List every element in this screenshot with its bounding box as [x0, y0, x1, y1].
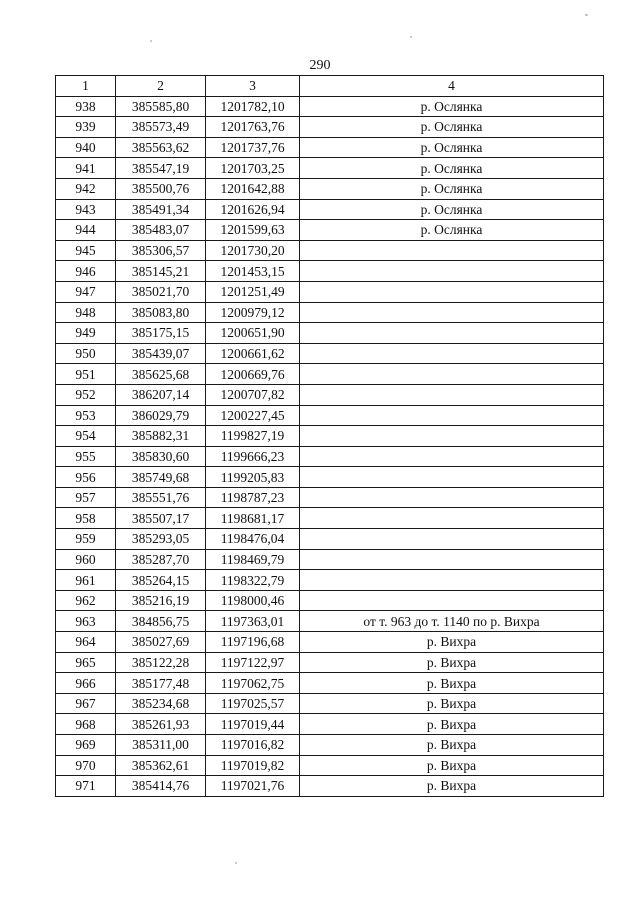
table-row — [56, 240, 604, 261]
cell-coordinate-y: 1201599,63 — [206, 220, 300, 241]
cell-coordinate-x: 385264,15 — [116, 570, 206, 591]
table-body — [56, 96, 604, 796]
cell-coordinate-x: 385547,19 — [116, 158, 206, 179]
column-header-3: 3 — [206, 76, 300, 97]
cell-point-number: 965 — [56, 652, 116, 673]
cell-coordinate-x: 385563,62 — [116, 137, 206, 158]
table-row — [56, 735, 604, 756]
table-row — [56, 508, 604, 529]
table-row — [56, 137, 604, 158]
cell-point-number: 946 — [56, 261, 116, 282]
cell-coordinate-x: 385261,93 — [116, 714, 206, 735]
cell-coordinate-y: 1201703,25 — [206, 158, 300, 179]
cell-coordinate-x: 385021,70 — [116, 281, 206, 302]
cell-point-number: 953 — [56, 405, 116, 426]
cell-boundary-description: р. Вихра — [300, 776, 604, 797]
cell-coordinate-y: 1201763,76 — [206, 117, 300, 138]
cell-coordinate-y: 1201642,88 — [206, 178, 300, 199]
table-row — [56, 261, 604, 282]
cell-boundary-description — [300, 384, 604, 405]
cell-point-number: 958 — [56, 508, 116, 529]
cell-coordinate-x: 385122,28 — [116, 652, 206, 673]
cell-point-number: 966 — [56, 673, 116, 694]
cell-point-number: 951 — [56, 364, 116, 385]
cell-coordinate-x: 384856,75 — [116, 611, 206, 632]
column-header-4: 4 — [300, 76, 604, 97]
cell-point-number: 961 — [56, 570, 116, 591]
cell-boundary-description: р. Вихра — [300, 652, 604, 673]
table-row — [56, 343, 604, 364]
cell-coordinate-x: 385585,80 — [116, 96, 206, 117]
cell-boundary-description: от т. 963 до т. 1140 по р. Вихра — [300, 611, 604, 632]
cell-coordinate-x: 385439,07 — [116, 343, 206, 364]
cell-point-number: 941 — [56, 158, 116, 179]
cell-point-number: 954 — [56, 426, 116, 447]
cell-boundary-description — [300, 570, 604, 591]
cell-coordinate-x: 385145,21 — [116, 261, 206, 282]
table-row — [56, 776, 604, 797]
header-row — [56, 76, 604, 97]
cell-coordinate-y: 1197019,82 — [206, 755, 300, 776]
cell-boundary-description — [300, 405, 604, 426]
cell-coordinate-y: 1197062,75 — [206, 673, 300, 694]
cell-coordinate-x: 385234,68 — [116, 693, 206, 714]
cell-coordinate-y: 1198476,04 — [206, 529, 300, 550]
cell-coordinate-y: 1199205,83 — [206, 467, 300, 488]
cell-boundary-description: р. Вихра — [300, 735, 604, 756]
cell-coordinate-y: 1200651,90 — [206, 323, 300, 344]
cell-boundary-description — [300, 281, 604, 302]
cell-point-number: 948 — [56, 302, 116, 323]
cell-point-number: 949 — [56, 323, 116, 344]
scan-speck — [410, 36, 412, 38]
column-header-2: 2 — [116, 76, 206, 97]
cell-point-number: 969 — [56, 735, 116, 756]
cell-boundary-description: р. Ослянка — [300, 96, 604, 117]
table-row — [56, 529, 604, 550]
table-row — [56, 755, 604, 776]
cell-point-number: 968 — [56, 714, 116, 735]
cell-coordinate-y: 1197363,01 — [206, 611, 300, 632]
cell-point-number: 945 — [56, 240, 116, 261]
cell-boundary-description — [300, 343, 604, 364]
scan-speck — [235, 862, 237, 864]
cell-coordinate-x: 386207,14 — [116, 384, 206, 405]
column-header-1: 1 — [56, 76, 116, 97]
table-row — [56, 446, 604, 467]
cell-boundary-description: р. Вихра — [300, 693, 604, 714]
cell-coordinate-x: 385175,15 — [116, 323, 206, 344]
cell-point-number: 970 — [56, 755, 116, 776]
table-row — [56, 220, 604, 241]
cell-coordinate-x: 386029,79 — [116, 405, 206, 426]
table-row — [56, 405, 604, 426]
cell-coordinate-y: 1200979,12 — [206, 302, 300, 323]
cell-coordinate-y: 1201737,76 — [206, 137, 300, 158]
cell-coordinate-y: 1201251,49 — [206, 281, 300, 302]
cell-boundary-description — [300, 364, 604, 385]
cell-point-number: 942 — [56, 178, 116, 199]
table-row — [56, 611, 604, 632]
table-row — [56, 323, 604, 344]
cell-point-number: 943 — [56, 199, 116, 220]
cell-point-number: 955 — [56, 446, 116, 467]
cell-coordinate-x: 385491,34 — [116, 199, 206, 220]
table-row — [56, 590, 604, 611]
page-number: 290 — [309, 58, 331, 73]
cell-coordinate-x: 385500,76 — [116, 178, 206, 199]
cell-coordinate-x: 385507,17 — [116, 508, 206, 529]
cell-point-number: 950 — [56, 343, 116, 364]
cell-coordinate-y: 1200669,76 — [206, 364, 300, 385]
cell-boundary-description — [300, 261, 604, 282]
cell-coordinate-x: 385177,48 — [116, 673, 206, 694]
table-row — [56, 467, 604, 488]
cell-point-number: 964 — [56, 632, 116, 653]
table-row — [56, 652, 604, 673]
cell-point-number: 939 — [56, 117, 116, 138]
cell-coordinate-y: 1201453,15 — [206, 261, 300, 282]
cell-coordinate-x: 385311,00 — [116, 735, 206, 756]
cell-point-number: 944 — [56, 220, 116, 241]
cell-coordinate-x: 385216,19 — [116, 590, 206, 611]
table-row — [56, 364, 604, 385]
cell-boundary-description — [300, 529, 604, 550]
scan-speck — [585, 14, 588, 16]
table-row — [56, 714, 604, 735]
cell-boundary-description: р. Вихра — [300, 714, 604, 735]
cell-boundary-description — [300, 467, 604, 488]
cell-point-number: 940 — [56, 137, 116, 158]
cell-coordinate-x: 385749,68 — [116, 467, 206, 488]
cell-boundary-description — [300, 508, 604, 529]
cell-coordinate-y: 1198000,46 — [206, 590, 300, 611]
cell-coordinate-y: 1200707,82 — [206, 384, 300, 405]
cell-coordinate-y: 1197019,44 — [206, 714, 300, 735]
coordinates-table — [55, 75, 604, 797]
cell-boundary-description — [300, 240, 604, 261]
table-row — [56, 693, 604, 714]
cell-coordinate-x: 385483,07 — [116, 220, 206, 241]
cell-coordinate-x: 385362,61 — [116, 755, 206, 776]
table-row — [56, 199, 604, 220]
cell-boundary-description — [300, 487, 604, 508]
cell-coordinate-x: 385551,76 — [116, 487, 206, 508]
cell-boundary-description: р. Вихра — [300, 632, 604, 653]
cell-point-number: 959 — [56, 529, 116, 550]
cell-point-number: 971 — [56, 776, 116, 797]
cell-point-number: 952 — [56, 384, 116, 405]
cell-coordinate-y: 1197122,97 — [206, 652, 300, 673]
table-row — [56, 426, 604, 447]
cell-boundary-description: р. Ослянка — [300, 158, 604, 179]
cell-point-number: 957 — [56, 487, 116, 508]
table-row — [56, 673, 604, 694]
table-row — [56, 632, 604, 653]
cell-coordinate-y: 1197021,76 — [206, 776, 300, 797]
cell-coordinate-x: 385414,76 — [116, 776, 206, 797]
cell-coordinate-y: 1198681,17 — [206, 508, 300, 529]
cell-coordinate-y: 1199827,19 — [206, 426, 300, 447]
cell-boundary-description — [300, 549, 604, 570]
scan-speck — [150, 40, 152, 42]
cell-coordinate-x: 385573,49 — [116, 117, 206, 138]
cell-boundary-description — [300, 446, 604, 467]
table-row — [56, 117, 604, 138]
cell-coordinate-y: 1201626,94 — [206, 199, 300, 220]
cell-coordinate-x: 385287,70 — [116, 549, 206, 570]
table-header — [56, 76, 604, 97]
cell-coordinate-x: 385625,68 — [116, 364, 206, 385]
table-row — [56, 158, 604, 179]
cell-coordinate-x: 385306,57 — [116, 240, 206, 261]
cell-coordinate-y: 1199666,23 — [206, 446, 300, 467]
table-row — [56, 302, 604, 323]
table-row — [56, 549, 604, 570]
cell-coordinate-y: 1198469,79 — [206, 549, 300, 570]
cell-coordinate-y: 1197016,82 — [206, 735, 300, 756]
table-row — [56, 487, 604, 508]
cell-point-number: 947 — [56, 281, 116, 302]
cell-boundary-description — [300, 590, 604, 611]
cell-coordinate-y: 1201782,10 — [206, 96, 300, 117]
cell-coordinate-y: 1198787,23 — [206, 487, 300, 508]
cell-point-number: 938 — [56, 96, 116, 117]
cell-boundary-description: р. Ослянка — [300, 178, 604, 199]
cell-boundary-description — [300, 323, 604, 344]
cell-coordinate-x: 385293,05 — [116, 529, 206, 550]
table-row — [56, 281, 604, 302]
cell-boundary-description — [300, 302, 604, 323]
cell-coordinate-y: 1198322,79 — [206, 570, 300, 591]
cell-point-number: 960 — [56, 549, 116, 570]
table-row — [56, 570, 604, 591]
table-row — [56, 178, 604, 199]
cell-coordinate-y: 1201730,20 — [206, 240, 300, 261]
cell-point-number: 962 — [56, 590, 116, 611]
cell-coordinate-x: 385882,31 — [116, 426, 206, 447]
cell-coordinate-x: 385830,60 — [116, 446, 206, 467]
cell-boundary-description: р. Ослянка — [300, 199, 604, 220]
cell-point-number: 967 — [56, 693, 116, 714]
cell-coordinate-x: 385083,80 — [116, 302, 206, 323]
cell-boundary-description: р. Вихра — [300, 755, 604, 776]
cell-coordinate-y: 1200661,62 — [206, 343, 300, 364]
cell-coordinate-y: 1200227,45 — [206, 405, 300, 426]
table-row — [56, 384, 604, 405]
cell-point-number: 963 — [56, 611, 116, 632]
cell-boundary-description: р. Ослянка — [300, 137, 604, 158]
cell-boundary-description — [300, 426, 604, 447]
cell-point-number: 956 — [56, 467, 116, 488]
cell-boundary-description: р. Ослянка — [300, 220, 604, 241]
cell-coordinate-y: 1197196,68 — [206, 632, 300, 653]
cell-boundary-description: р. Вихра — [300, 673, 604, 694]
cell-boundary-description: р. Ослянка — [300, 117, 604, 138]
table-row — [56, 96, 604, 117]
cell-coordinate-y: 1197025,57 — [206, 693, 300, 714]
cell-coordinate-x: 385027,69 — [116, 632, 206, 653]
